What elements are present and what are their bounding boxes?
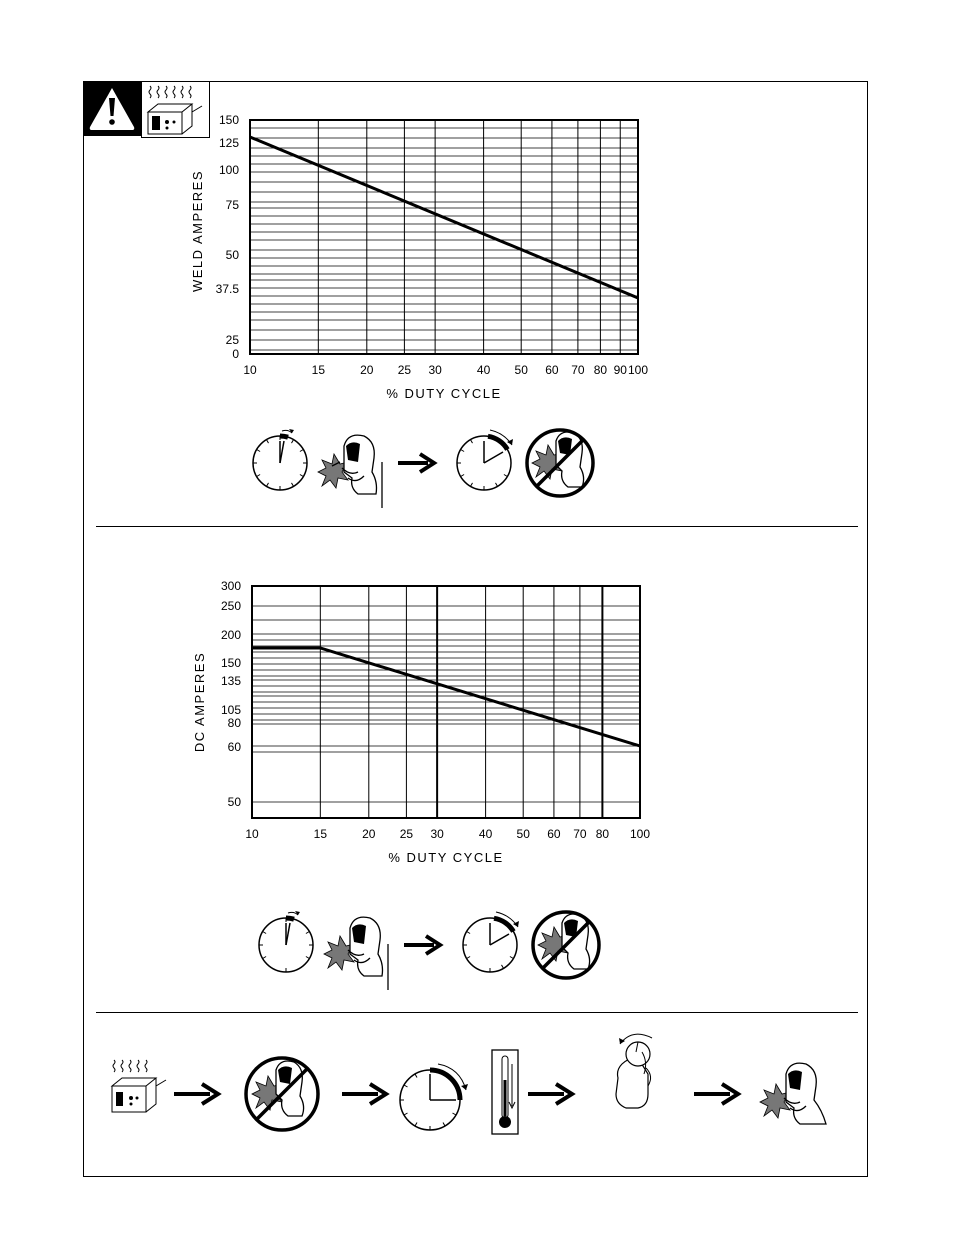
x-tick-label: 70 <box>573 827 587 841</box>
right-arrow-icon <box>174 1084 218 1104</box>
y-tick-label: 150 <box>220 656 241 670</box>
x-tick-label: 50 <box>516 827 530 841</box>
x-tick-label: 20 <box>362 827 376 841</box>
x-tick-label: 60 <box>547 827 561 841</box>
y-tick-label: 105 <box>220 703 241 717</box>
x-tick-label: 15 <box>313 827 328 841</box>
x-tick-label: 40 <box>478 827 493 841</box>
x-tick-label: 30 <box>430 827 444 841</box>
no-welding-icon <box>246 1058 318 1130</box>
y-tick-label: 300 <box>220 579 241 593</box>
right-arrow-icon <box>398 454 434 472</box>
duty-cycle-icon-row-2 <box>246 902 626 992</box>
y-tick-label: 60 <box>227 740 241 754</box>
no-welding-icon <box>527 430 593 496</box>
x-tick-label: 90 <box>613 363 627 377</box>
x-axis-label: % DUTY CYCLE <box>388 850 504 865</box>
y-tick-label: 0 <box>232 347 239 361</box>
overheated-machine-icon <box>112 1060 166 1112</box>
x-tick-label: 25 <box>399 827 414 841</box>
cooling-sequence-row <box>100 1028 840 1138</box>
y-tick-label: 250 <box>220 599 241 613</box>
x-tick-label: 80 <box>595 827 610 841</box>
duty-cycle-icon-row-1 <box>240 420 620 510</box>
no-welding-icon <box>533 912 599 978</box>
x-tick-label: 80 <box>593 363 608 377</box>
y-axis-label: WELD AMPERES <box>190 169 205 293</box>
right-arrow-icon <box>342 1084 386 1104</box>
x-axis-label: % DUTY CYCLE <box>386 386 502 401</box>
welder-icon <box>324 917 388 990</box>
section-divider <box>96 526 858 527</box>
y-tick-label: 150 <box>218 113 239 127</box>
x-tick-label: 10 <box>245 827 259 841</box>
right-arrow-icon <box>528 1084 572 1104</box>
x-tick-label: 60 <box>545 363 559 377</box>
y-tick-label: 37.5 <box>215 282 239 296</box>
y-tick-label: 125 <box>218 136 239 150</box>
duty-cycle-timer-icon <box>259 911 313 972</box>
x-tick-label: 20 <box>360 363 374 377</box>
y-tick-label: 200 <box>220 628 241 642</box>
x-tick-label: 30 <box>428 363 442 377</box>
y-tick-label: 100 <box>218 163 239 177</box>
thermometer-icon <box>492 1050 518 1134</box>
y-tick-label: 80 <box>227 716 241 730</box>
turn-knob-icon <box>616 1034 652 1108</box>
y-tick-label: 50 <box>225 248 239 262</box>
duty-cycle-chart-2 <box>180 572 680 872</box>
duty-cycle-timer-icon <box>400 1064 468 1130</box>
x-tick-label: 15 <box>311 363 326 377</box>
right-arrow-icon <box>694 1084 738 1104</box>
welder-icon <box>318 435 382 508</box>
y-tick-label: 50 <box>227 795 241 809</box>
x-tick-label: 50 <box>514 363 528 377</box>
x-tick-label: 40 <box>476 363 491 377</box>
duty-cycle-timer-icon <box>457 430 513 490</box>
y-axis-label: DC AMPERES <box>192 651 207 753</box>
right-arrow-icon <box>404 936 440 954</box>
duty-cycle-timer-icon <box>253 429 307 490</box>
duty-cycle-timer-icon <box>463 912 519 972</box>
y-tick-label: 75 <box>225 198 239 212</box>
x-tick-label: 25 <box>397 363 412 377</box>
y-tick-label: 25 <box>225 333 239 347</box>
x-tick-label: 100 <box>627 363 649 377</box>
x-tick-label: 100 <box>629 827 651 841</box>
duty-cycle-chart-1 <box>180 108 680 408</box>
y-tick-label: 135 <box>220 674 241 688</box>
warning-triangle-icon <box>83 81 141 136</box>
x-tick-label: 10 <box>243 363 257 377</box>
section-divider <box>96 1012 858 1013</box>
welder-icon <box>760 1063 826 1124</box>
x-tick-label: 70 <box>571 363 585 377</box>
plot-frame <box>250 120 638 354</box>
